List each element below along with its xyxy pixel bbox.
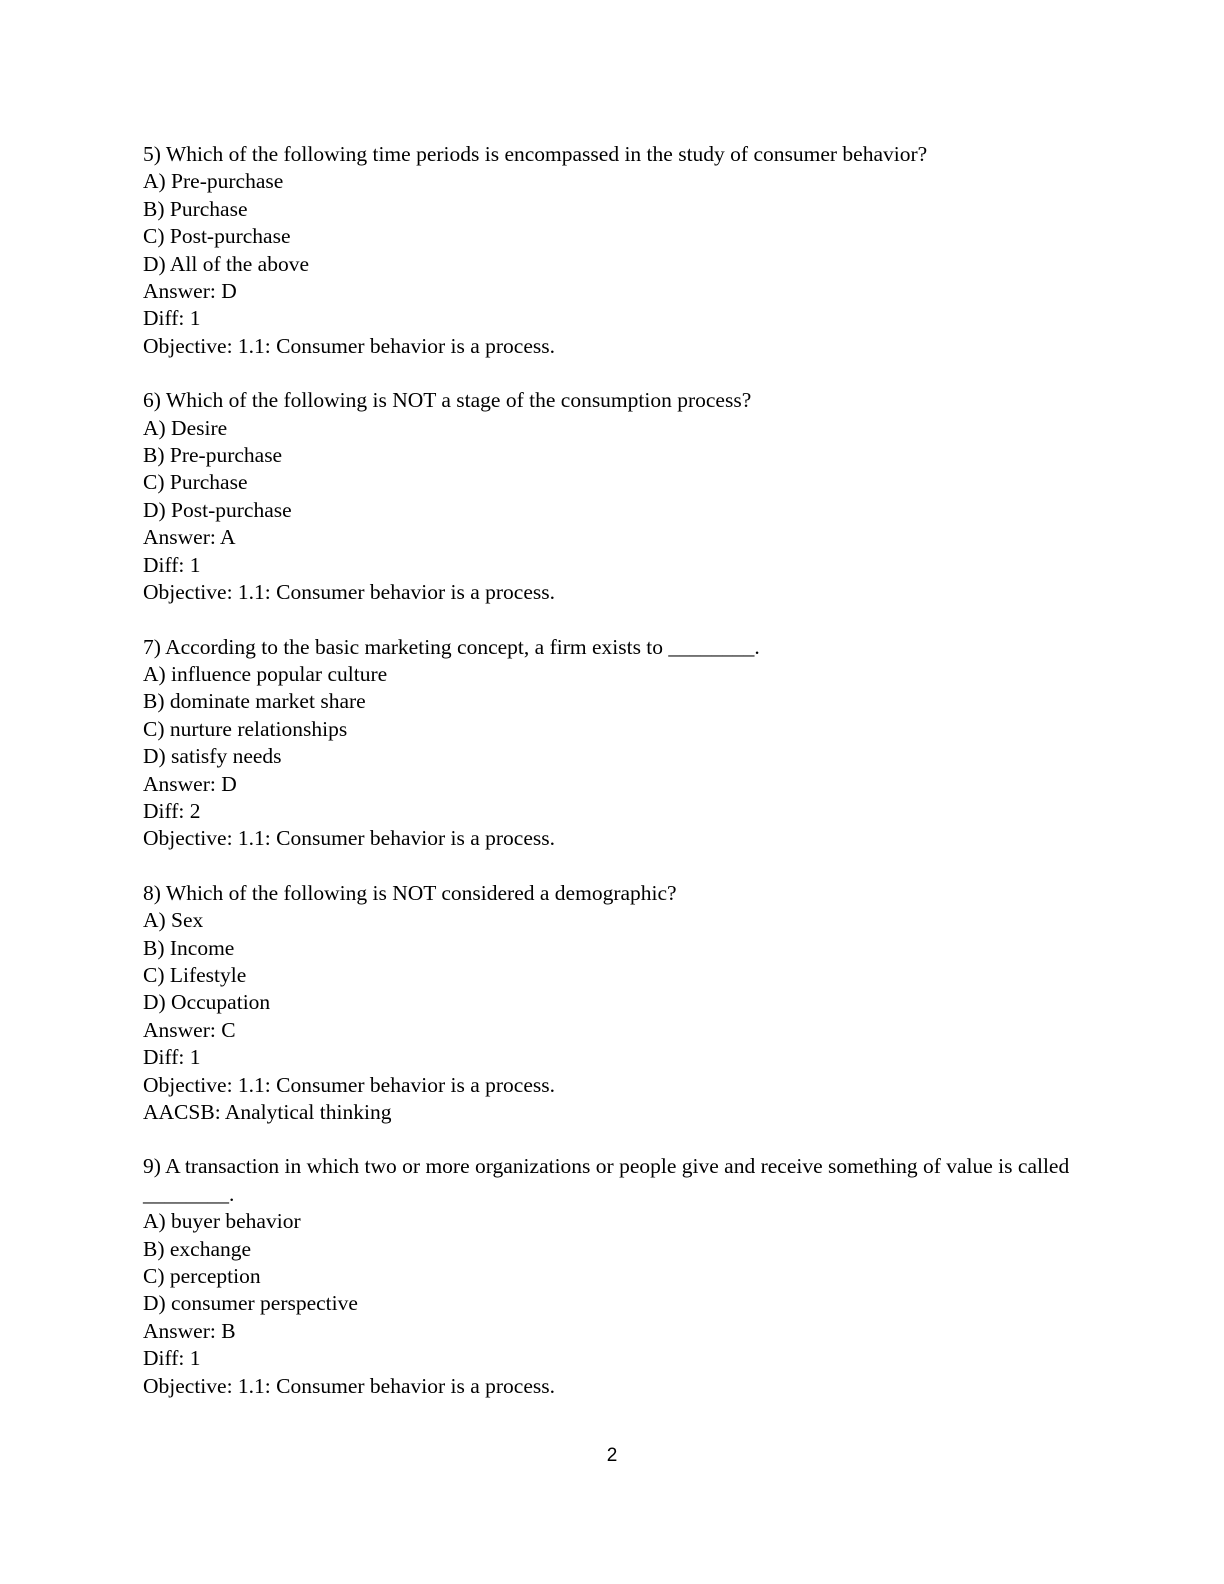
answer-line: Answer: A	[143, 525, 236, 550]
objective-line: Objective: 1.1: Consumer behavior is a process.	[143, 826, 555, 851]
page-content	[143, 141, 1083, 1427]
option-b: B) Pre-purchase	[143, 443, 283, 468]
question-7	[143, 634, 1083, 853]
question-9	[143, 1153, 1083, 1400]
option-a: A) Sex	[143, 908, 204, 933]
option-a: A) influence popular culture	[143, 661, 388, 686]
question-stem: 5) Which of the following time periods is encompassed in the study of consumer behavior?	[143, 142, 928, 166]
option-c: C) nurture relationships	[143, 716, 348, 741]
difficulty-line: Diff: 1	[143, 552, 201, 577]
option-a: A) Pre-purchase	[143, 169, 284, 194]
difficulty-line: Diff: 1	[143, 1346, 201, 1371]
option-c: C) Post-purchase	[143, 224, 291, 249]
aacsb-line: AACSB: Analytical thinking	[143, 1100, 392, 1124]
difficulty-line: Diff: 2	[143, 798, 201, 823]
answer-line: Answer: D	[143, 771, 237, 796]
question-5	[143, 141, 1083, 360]
question-8	[143, 880, 1083, 1127]
objective-line: Objective: 1.1: Consumer behavior is a process.	[143, 580, 555, 605]
option-c: C) Purchase	[143, 470, 248, 495]
option-d: D) All of the above	[143, 251, 309, 276]
answer-line: Answer: D	[143, 279, 237, 304]
option-a: A) buyer behavior	[143, 1209, 301, 1234]
objective-line: Objective: 1.1: Consumer behavior is a process.	[143, 333, 555, 358]
page-number: 2	[606, 1445, 618, 1466]
question-stem: 7) According to the basic marketing concept, a firm exists to ________.	[143, 634, 760, 659]
option-b: B) Income	[143, 935, 235, 960]
option-a: A) Desire	[143, 415, 228, 440]
difficulty-line: Diff: 1	[143, 1045, 201, 1070]
question-stem: 8) Which of the following is NOT considered a demographic?	[143, 880, 677, 905]
question-stem: 9) A transaction in which two or more organizations or people give and receive something of value is called ________.	[143, 1154, 1070, 1206]
question-6	[143, 387, 1083, 606]
difficulty-line: Diff: 1	[143, 306, 201, 331]
option-d: D) Occupation	[143, 990, 271, 1015]
objective-line: Objective: 1.1: Consumer behavior is a process.	[143, 1373, 555, 1398]
option-d: D) consumer perspective	[143, 1291, 358, 1316]
option-c: C) Lifestyle	[143, 962, 247, 987]
objective-line: Objective: 1.1: Consumer behavior is a process.	[143, 1072, 555, 1097]
option-d: D) Post-purchase	[143, 497, 292, 522]
option-b: B) Purchase	[143, 196, 248, 221]
option-c: C) perception	[143, 1264, 261, 1289]
option-b: B) exchange	[143, 1236, 252, 1261]
answer-line: Answer: C	[143, 1017, 236, 1042]
option-b: B) dominate market share	[143, 689, 366, 714]
answer-line: Answer: B	[143, 1318, 236, 1343]
option-d: D) satisfy needs	[143, 744, 282, 769]
question-stem: 6) Which of the following is NOT a stage of the consumption process?	[143, 388, 752, 413]
